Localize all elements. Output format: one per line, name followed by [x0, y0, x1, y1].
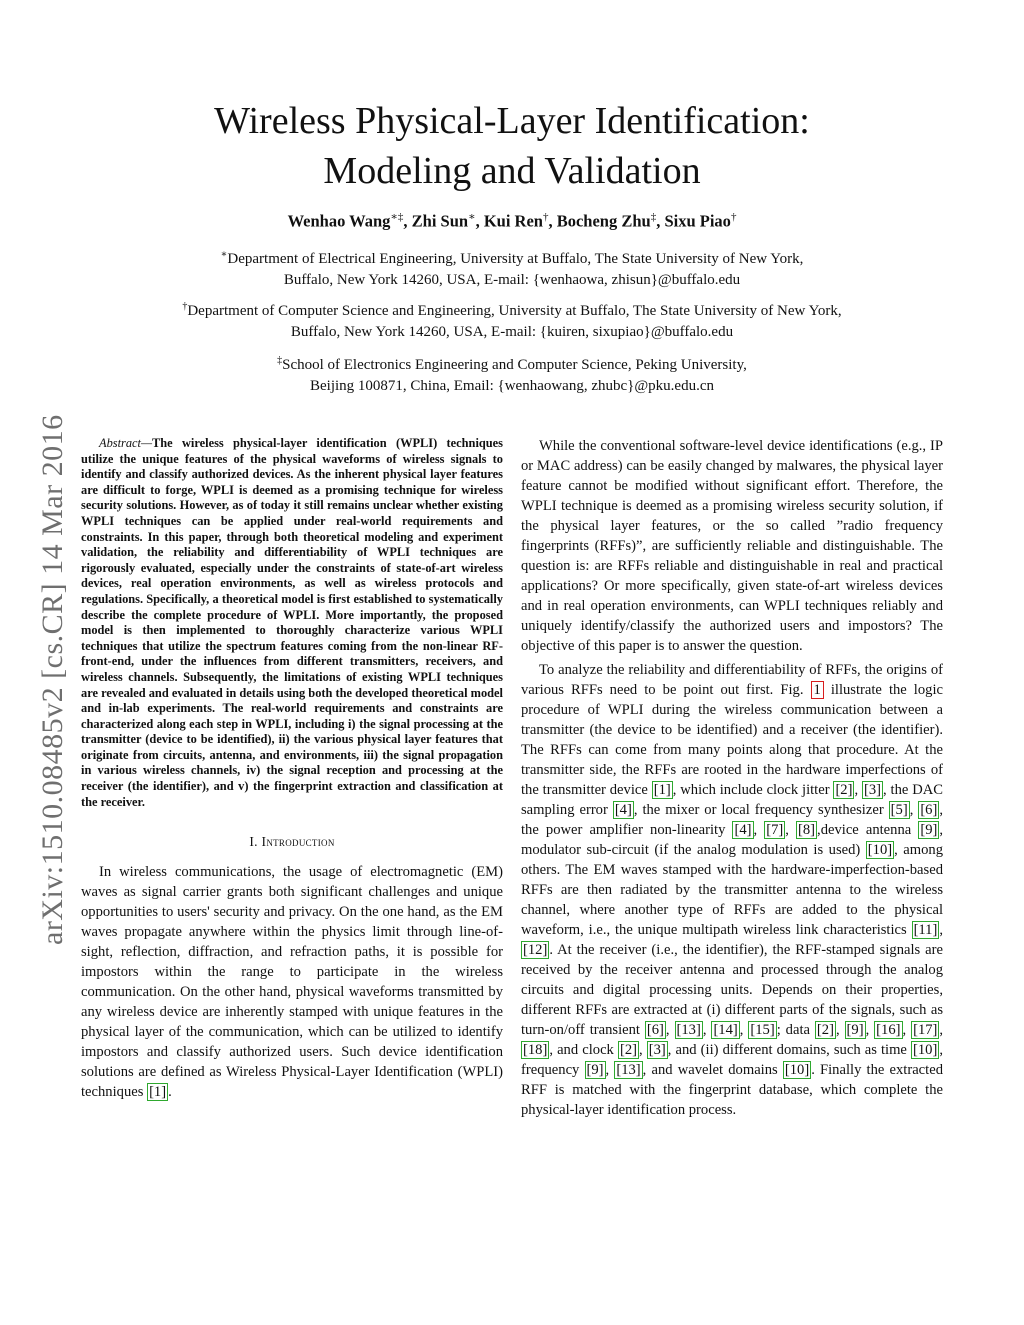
- paragraph-text: ,: [702, 1022, 712, 1038]
- citation-link[interactable]: [12]: [523, 942, 548, 958]
- affiliation-line: Department of Electrical Engineering, University at Buffalo, The State University of New York,: [227, 251, 804, 267]
- citation-link[interactable]: [1]: [149, 1084, 167, 1101]
- paragraph-text: , the DAC sampling error: [521, 782, 944, 818]
- citation-link[interactable]: [7]: [766, 822, 784, 838]
- author-name: Zhi Sun: [411, 211, 469, 231]
- affiliation-buffalo-cse: [120, 296, 904, 343]
- affiliation-line: Buffalo, New York 14260, USA, E-mail: {wenhaowa, zhisun}@buffalo.edu: [283, 272, 741, 288]
- section-number: I.: [249, 834, 258, 850]
- paragraph-text: , and (ii) different domains, such as time: [667, 1042, 912, 1058]
- citation-link[interactable]: [5]: [890, 802, 908, 818]
- paragraph-text: , which include clock jitter: [672, 782, 834, 798]
- paragraph-text: , modulator sub-circuit (if the analog modulation is used): [521, 822, 944, 858]
- author-mark: ‡: [650, 211, 657, 223]
- paragraph-text: , and clock: [549, 1042, 618, 1058]
- paragraph-text: , frequency: [521, 1042, 943, 1078]
- author-mark: ∗: [468, 211, 476, 223]
- paragraph-text: , the mixer or local frequency synthesizer: [633, 802, 889, 818]
- paragraph-text: ,: [939, 1022, 944, 1038]
- citation-link[interactable]: [4]: [614, 802, 632, 818]
- citation-link[interactable]: [18]: [523, 1042, 548, 1058]
- affiliation-line: Buffalo, New York 14260, USA, E-mail: {kuiren, sixupiao}@buffalo.edu: [290, 324, 734, 340]
- abstract-text: The wireless physical-layer identification (WPLI) techniques utilize the unique features of the physical waveforms of wireless signals to identify and classify authorized devices. As the inherent physical layer features are difficult to forge, WPLI is deemed as a promising technique for wireless security solutions. However, as of today it still remains unclear whether existing WPLI techniques can be applied under real-world requirements and constraints. In this paper, through both theoretical modeling and experiment validation, the reliability and differentiability of WPLI techniques are rigorously evaluated, especially under the constraints of state-of-art wireless devices, real operation environments, as well as wireless protocols and regulations. Specifically, a theoretical model is first established to systematically describe the complete procedure of WPLI. More importantly, the proposed model is then implemented to thoroughly characterize various WPLI techniques that utilize the spectrum features coming from the non-linear RF-front-end, under the influences from different transmitters, receivers, and wireless channels. Subsequently, the limitations of existing WPLI techniques are revealed and evaluated in details using both the developed theoretical model and in-lab experiments. The real-world requirements and constraints are characterized along each step in WPLI, including i) the signal processing at the transmitter (device to be identified), ii) the various physical layer features that originate from circuits, antenna, and environments, iii) the signal propagation in various wireless channels, iv) the signal reception and processing at the receiver (the identifier), and v) the fingerprint extraction and classification at the receiver.: [81, 436, 503, 809]
- citation-link[interactable]: [6]: [920, 802, 938, 818]
- citation-link[interactable]: [10]: [867, 842, 893, 858]
- paragraph-text: ,: [909, 802, 919, 818]
- citation-link[interactable]: [16]: [876, 1022, 901, 1038]
- citation-link[interactable]: [14]: [713, 1022, 738, 1038]
- citation-link[interactable]: [9]: [846, 1022, 864, 1038]
- paragraph-text: ,: [638, 1042, 647, 1058]
- citation-link[interactable]: [17]: [913, 1022, 938, 1038]
- citation-link[interactable]: [2]: [835, 782, 853, 798]
- citation-link[interactable]: [10]: [913, 1042, 938, 1058]
- citation-link[interactable]: [3]: [648, 1042, 666, 1058]
- author-name: Kui Ren: [483, 211, 543, 231]
- paragraph-text: illustrate the logic procedure of WPLI during the wireless communication between a transmitter (the device to be identified) and a receiver (the identifier). The RFFs can come from many points along that procedure. At the transmitter side, the RFFs are rooted in the hardware imperfections of the transmitter device: [521, 682, 943, 798]
- paragraph-text: , and wavelet domains: [642, 1062, 783, 1078]
- author-mark: †: [542, 211, 549, 223]
- paragraph-text: , among others. The EM waves stamped with the hardware-imperfection-based RFFs are then radiated by the transmitter antenna to the wireless channel, where another type of RFFs are added to the physical waveform, i.e., the unique multipath wireless link characteristics: [521, 842, 943, 938]
- paragraph-text: ,: [865, 1022, 875, 1038]
- abstract: [81, 436, 503, 810]
- paragraph-text: ,: [902, 1022, 912, 1038]
- paragraph-text: ,: [665, 1022, 675, 1038]
- citation-link[interactable]: [2]: [816, 1022, 834, 1038]
- author-list: Wenhao Wang∗‡, Zhi Sun∗, Kui Ren†, Bocheng Zhu‡, Sixu Piao†: [287, 211, 737, 231]
- citation-link[interactable]: [9]: [586, 1062, 604, 1078]
- citation-link[interactable]: [6]: [646, 1022, 664, 1038]
- figure-reference-link[interactable]: 1: [811, 681, 824, 699]
- affiliation-line: Department of Computer Science and Engineering, University at Buffalo, The State University of New York,: [187, 303, 842, 319]
- paragraph-text: . Finally the extracted RFF is matched with the fingerprint database, which complete the physical-layer identification process.: [521, 1062, 943, 1118]
- affiliation-peking: [120, 350, 904, 397]
- intro-paragraph-3: [521, 660, 943, 1120]
- citation-link[interactable]: [13]: [616, 1062, 641, 1078]
- title-line-2: Modeling and Validation: [323, 150, 701, 192]
- paragraph-text: ,: [835, 1022, 845, 1038]
- affiliation-mark: ∗: [220, 249, 228, 260]
- citation-link[interactable]: [1]: [653, 782, 671, 798]
- paragraph-text: . At the receiver (i.e., the identifier), the RFF-stamped signals are received by the receiver antenna and processed through the analog circuits and digital processing units. Depends on their properties, different RFFs are extracted at (i) different parts of the signals, such as turn-on/off transient: [521, 942, 943, 1038]
- abstract-label: Abstract—: [99, 436, 153, 450]
- citation-link[interactable]: [2]: [619, 1042, 637, 1058]
- author-name: Sixu Piao: [664, 211, 731, 231]
- affiliation-line: Beijing 100871, China, Email: {wenhaowang, zhubc}@pku.edu.cn: [310, 378, 714, 394]
- paragraph-text: ,device antenna: [817, 822, 919, 838]
- intro-paragraph-1: [81, 862, 503, 1102]
- paragraph-text: To analyze the reliability and differentiability of RFFs, the origins of various RFFs need to be point out first. Fig.: [521, 662, 943, 698]
- section-title: Introduction: [261, 834, 335, 850]
- paragraph-text: ,: [939, 922, 943, 938]
- paragraph-text: ,: [739, 1022, 749, 1038]
- paragraph-text: ,: [605, 1062, 615, 1078]
- citation-link[interactable]: [8]: [798, 822, 816, 838]
- citation-link[interactable]: [11]: [913, 922, 938, 938]
- citation-link[interactable]: [4]: [734, 822, 752, 838]
- author-mark: ∗‡: [390, 211, 404, 223]
- section-heading-introduction: [81, 832, 503, 852]
- paragraph-text: ,: [785, 822, 797, 838]
- author-name: Wenhao Wang: [287, 211, 391, 231]
- paragraph-text: ,: [753, 822, 765, 838]
- title-line-1: Wireless Physical-Layer Identification:: [214, 100, 810, 142]
- paragraph-text: In wireless communications, the usage of electromagnetic (EM) waves as signal carrier grants both significant challenges and unique opportunities to users' security and privacy. On the one hand, as the EM waves propagate anywhere within the physics limit through line-of-sight, reflection, diffraction, and refraction paths, it is possible for impostors within the range to participate in the wireless communication. On the other hand, physical waveforms transmitted by any wireless device are inherently stamped with unique features in the physical layer of the communication, which can be utilized to identify impostors and classify authorized users. Such device identification solutions are defined as Wireless Physical-Layer Identification (WPLI) techniques: [81, 864, 503, 1101]
- left-column: [81, 436, 503, 1106]
- paragraph-text: .: [168, 1084, 172, 1101]
- citation-link[interactable]: [15]: [750, 1022, 775, 1038]
- citation-link[interactable]: [13]: [676, 1022, 701, 1038]
- paragraph-text: ; data: [776, 1022, 815, 1038]
- intro-paragraph-2: While the conventional software-level device identifications (e.g., IP or MAC address) can be easily changed by malwares, the physical layer feature cannot be modified without significant effort. Therefore, the WPLI technique is deemed as a promising wireless security solution, if the physical layer features, or the so called ”radio frequency fingerprints (RFFs)”, are sufficiently reliable and distinguishable. The question is: are RFFs reliable and distinguishable in real and practical applications? Or more specifically, given state-of-art wireless devices and in real operation environments, can WPLI techniques reliably and uniquely identify/classify the authorized users and impostors? The objective of this paper is to answer the question.: [521, 438, 943, 654]
- citation-link[interactable]: [10]: [784, 1062, 810, 1078]
- arxiv-identifier-stamp: arXiv:1510.08485v2 [cs.CR] 14 Mar 2016: [36, 414, 69, 945]
- paragraph-text: , the power amplifier non-linearity: [521, 802, 943, 838]
- paper-title: [0, 96, 1024, 196]
- right-column: [521, 436, 943, 1124]
- author-mark: †: [730, 211, 737, 223]
- affiliation-line: School of Electronics Engineering and Computer Science, Peking University,: [282, 357, 747, 373]
- author-name: Bocheng Zhu: [556, 211, 651, 231]
- affiliation-mark: †: [182, 301, 188, 312]
- affiliation-buffalo-ee: [120, 244, 904, 291]
- citation-link[interactable]: [3]: [863, 782, 882, 798]
- paragraph-text: ,: [854, 782, 862, 798]
- affiliation-mark: ‡: [277, 355, 283, 366]
- citation-link[interactable]: [9]: [920, 822, 938, 838]
